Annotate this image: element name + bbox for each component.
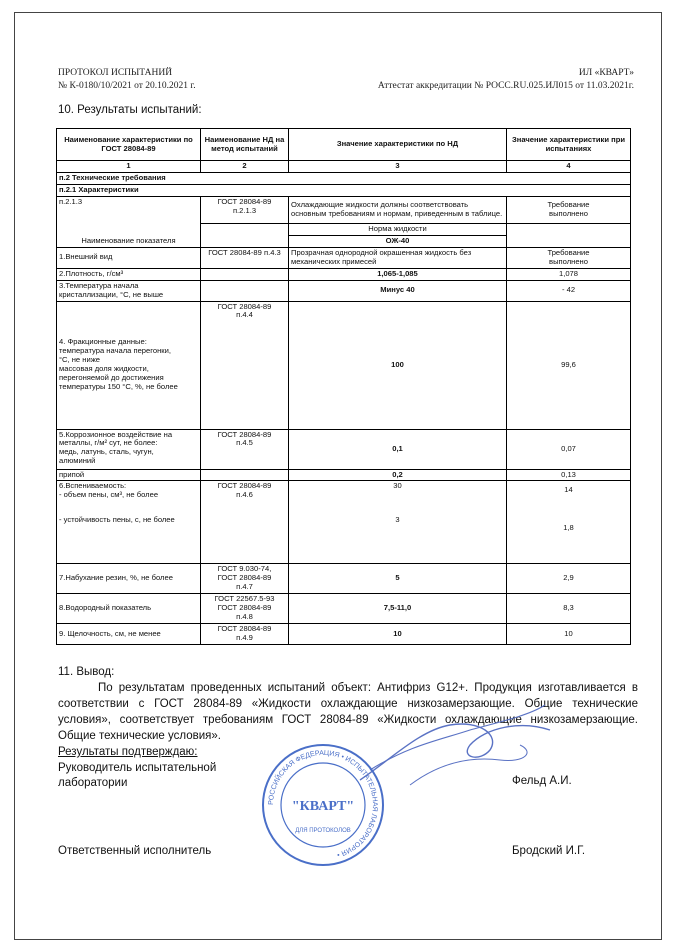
protocol-title: ПРОТОКОЛ ИСПЫТАНИЙ [58,68,173,78]
col-header: Наименование характеристики по ГОСТ 28084-89 [57,129,201,161]
row-norm: 3 [289,515,507,564]
stamp-bottom-text: ДЛЯ ПРОТОКОЛОВ [295,828,351,834]
col-number: 2 [201,161,289,173]
row-method: ГОСТ 28084-89 п.4.3 [201,247,289,268]
confirm-label: Результаты подтверждаю: [58,746,198,758]
table-row [57,594,631,624]
head-role: Руководитель испытательной лаборатории [58,762,217,789]
table-row [57,429,631,469]
row-name: 4. Фракционные данные: температура начала перегонки, °С, не ниже массовая доля жидкости, перегоняемой до достижения температуры 150 °С, %, не более [57,301,201,429]
table-row [57,268,631,280]
head-name: Фельд А.И. [512,775,572,787]
row-result: - 42 [507,280,631,301]
row-norm: 7,5-11,0 [289,594,507,624]
row-result: 8,3 [507,594,631,624]
row-norm: 10 [289,624,507,645]
row-method: ГОСТ 28084-89 п.4.6 [201,481,289,564]
section-char-row: п.2.1 Характеристики [57,184,631,196]
row-result: 14 [507,481,631,515]
liquid-name: ОЖ-40 [289,235,507,247]
row-result: 0,07 [507,429,631,469]
conclusion-title: 11. Вывод: [58,666,115,678]
row-norm: 1,065-1,085 [289,268,507,280]
conclusion-text: По результатам проведенных испытаний объект: Антифриз G12+. Продукция изготавливается в соответствии с ГОСТ 28084-89 «Жидкости охлаждающие низкозамерзающие. Общие технические условия», соответствует требованиям ГОСТ 28084-89 «Жидкости охлаждающие низкозамерзающие. Общие технические условия». [58,682,638,742]
row-norm: 0,2 [289,469,507,481]
column-numbers-row [57,161,631,173]
col-number: 1 [57,161,201,173]
row-result: Требование выполнено [507,247,631,268]
row-name: припой [57,469,201,481]
row-method: ГОСТ 22567.5-93 ГОСТ 28084-89 п.4.8 [201,594,289,624]
protocol-number: № К-0180/10/2021 от 20.10.2021 г. [58,81,196,91]
row-result: 99,6 [507,301,631,429]
empty-cell [201,469,289,481]
table-header-row [57,129,631,161]
row-name: - устойчивость пены, с, не более [57,515,201,564]
row-norm: Прозрачная однородной окрашенная жидкость без механических примесей [289,247,507,268]
row-result: 1,078 [507,268,631,280]
row-norm: 0,1 [289,429,507,469]
norm-header: Норма жидкости [289,223,507,235]
empty-cell [201,223,289,247]
stamp-center-text: "КВАРТ" [291,799,355,814]
resp-role: Ответственный исполнитель [58,845,212,857]
row-name: 2.Плотность, г/см³ [57,268,201,280]
lab-name: ИЛ «КВАРТ» [578,68,634,78]
stamp-outer-text: РОССИЙСКАЯ ФЕДЕРАЦИЯ • ИСПЫТАТЕЛЬНАЯ ЛАБОРАТОРИЯ • [267,749,379,858]
row-name: 6.Вспениваемость: - объем пены, см³, не более [57,481,201,515]
lab-stamp [258,740,388,870]
resp-name: Бродский И.Г. [512,845,586,857]
row-result: Требование выполнено [507,196,631,223]
col-header: Значение характеристики по НД [289,129,507,161]
row-method: ГОСТ 28084-89 п.4.5 [201,429,289,469]
row-name: 5.Коррозионное воздействие на металлы, г/м² сут, не более: медь, латунь, сталь, чугун, алюминий [57,429,201,469]
row-norm: 100 [289,301,507,429]
table-row [57,223,631,235]
row-method: ГОСТ 28084-89 п.2.1.3 [201,196,289,223]
section-title: 10. Результаты испытаний: [58,104,202,116]
row-norm: Минус 40 [289,280,507,301]
accreditation: Аттестат аккредитации № РОСС.RU.025.ИЛ015 от 11.03.2021г. [377,81,634,91]
table-row [57,301,631,429]
table-row [57,247,631,268]
row-result: 1,8 [507,515,631,564]
table-row [57,469,631,481]
col-number: 3 [289,161,507,173]
section-req-row: п.2 Технические требования [57,172,631,184]
table-row [57,280,631,301]
row-norm: 30 [289,481,507,515]
table-row [57,196,631,223]
row-method: ГОСТ 28084-89 п.4.4 [201,301,289,429]
row-result: 0,13 [507,469,631,481]
row-name: 3.Температура начала кристаллизации, °С, не выше [57,280,201,301]
row-result: 10 [507,624,631,645]
row-name: 1.Внешний вид [57,247,201,268]
empty-cell [201,268,289,280]
row-norm: 5 [289,564,507,594]
row-method: ГОСТ 28084-89 п.4.9 [201,624,289,645]
table-row [57,564,631,594]
row-method: ГОСТ 9.030-74, ГОСТ 28084-89 п.4.7 [201,564,289,594]
row-name: 8.Водородный показатель [57,594,201,624]
table-row [57,481,631,515]
col-number: 4 [507,161,631,173]
empty-cell [201,280,289,301]
table-row [57,624,631,645]
indicator-header: Наименование показателя [57,223,201,247]
results-table [56,128,631,645]
empty-cell [507,223,631,247]
table-row [57,515,631,564]
row-norm: Охлаждающие жидкости должны соответствовать основным требованиям и нормам, приведенным в таблице. [289,196,507,223]
col-header: Значение характеристики при испытаниях [507,129,631,161]
row-name: 9. Щелочность, см, не менее [57,624,201,645]
row-result: 2,9 [507,564,631,594]
col-header: Наименование НД на метод испытаний [201,129,289,161]
row-name: 7.Набухание резин, %, не более [57,564,201,594]
row-name: п.2.1.3 [57,196,201,223]
